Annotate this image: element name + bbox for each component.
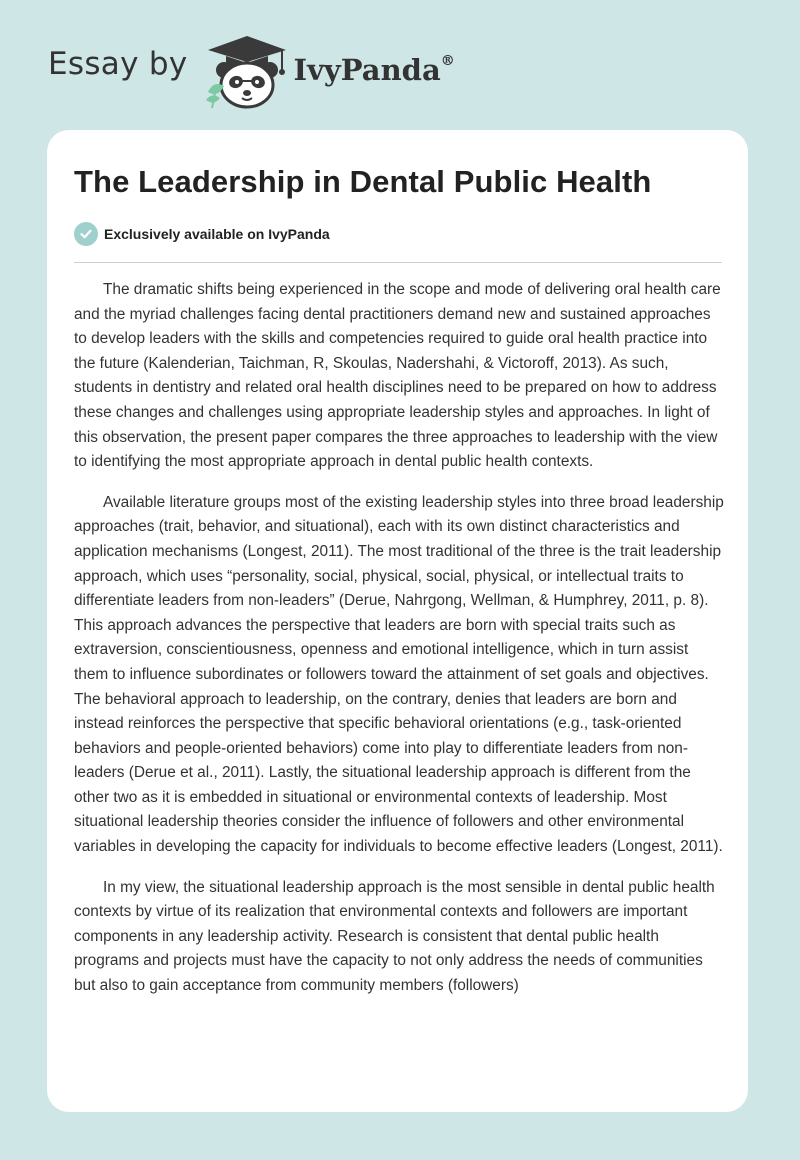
divider: [74, 262, 722, 263]
paragraph: The dramatic shifts being experienced in the scope and mode of delivering oral health care and the myriad challenges facing dental practitioners demand new and sustained approaches to develop leaders with the skills and competencies required to guide oral health practice into the future (Kalenderian, Taichman, R, Skoulas, Nadershahi, & Victoroff, 2013). As such, students in dentistry and related oral health disciplines need to be prepared on how to address these changes and challenges using appropriate leadership styles and approaches. In light of this observation, the present paper compares the three approaches to leadership with the view to identifying the most appropriate approach in dental public health contexts.: [74, 281, 721, 471]
exclusive-badge: [74, 222, 330, 246]
check-circle-icon: [74, 222, 98, 246]
essay-by-label: Essay by: [48, 46, 188, 82]
article-title: The Leadership in Dental Public Health: [74, 164, 652, 199]
site-header: [48, 30, 455, 110]
paragraph: In my view, the situational leadership approach is the most sensible in dental public health contexts by virtue of its realization that environmental contexts and followers are important components in any leadership activity. Research is consistent that dental public health programs and projects must have the capacity to not only address the needs of communities but also to gain acceptance from community members (followers): [74, 878, 715, 995]
panda-graduation-cap-icon[interactable]: [202, 30, 292, 110]
brand-text: IvyPanda: [293, 53, 441, 87]
paragraph: Available literature groups most of the existing leadership styles into three broad leadership approaches (trait, behavior, and situational), each with its own distinct characteristics and application mechanisms (Longest, 2011). The most traditional of the three is the trait leadership approach, which uses “personality, social, physical, social, physical, or intellectual traits to differentiate leaders from non-leaders” (Derue, Nahrgong, Wellman, & Humphrey, 2011, p. 8). This approach advances the perspective that leaders are born with special traits such as extraversion, conscientiousness, openness and emotional intelligence, which in turn assist them to influence subordinates or followers toward the attainment of set goals and objectives. The behavioral approach to leadership, on the contrary, denies that leaders are born and instead reinforces the perspective that specific behavioral orientations (e.g., task-oriented behaviors and people-oriented behaviors) come into play to differentiate leaders from non-leaders (Derue et al., 2011). Lastly, the situational leadership approach is different from the other two as it is embedded in situational or environmental contexts of leadership. Most situational leadership theories consider the influence of followers and other environmental variables in developing the capacity for individuals to become effective leaders (Longest, 2011).: [74, 493, 724, 856]
brand-name[interactable]: [294, 53, 455, 87]
exclusive-badge-text: Exclusively available on IvyPanda: [104, 226, 330, 242]
registered-mark: ®: [440, 53, 455, 70]
article-card: [47, 130, 748, 1112]
article-body: [74, 278, 724, 1015]
